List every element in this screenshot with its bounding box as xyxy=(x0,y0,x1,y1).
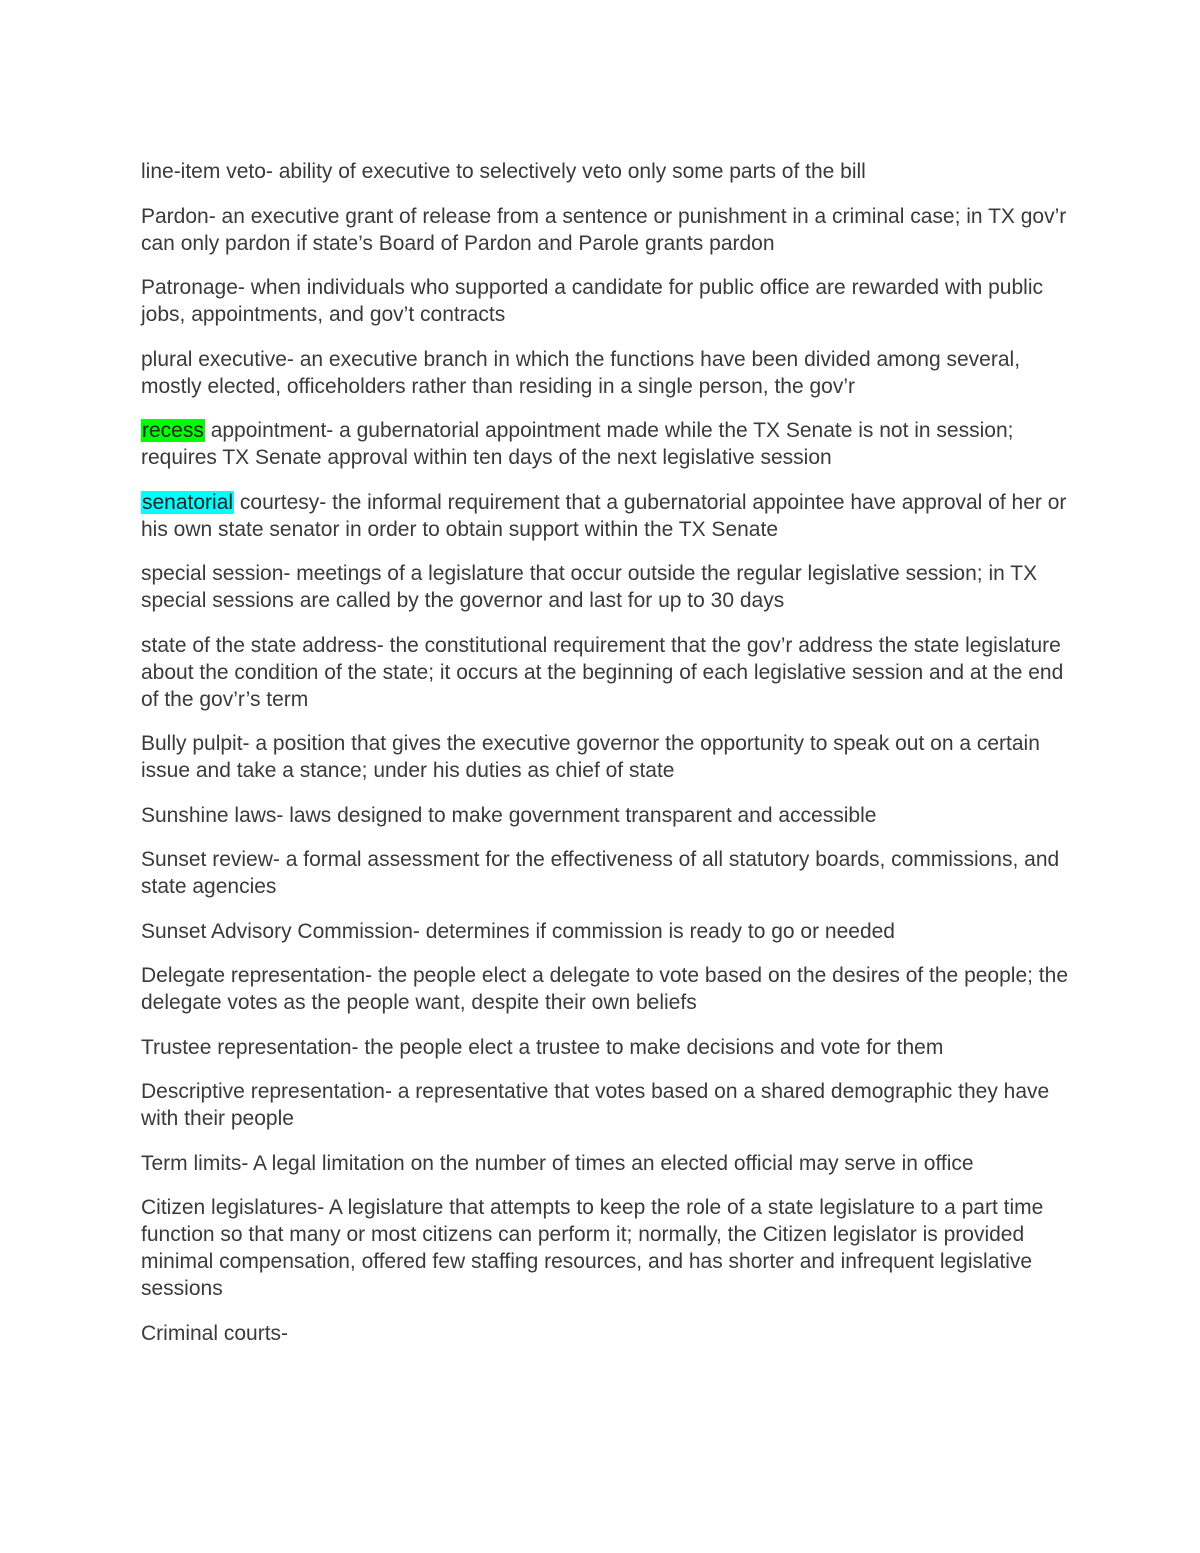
highlighted-term-senatorial: senatorial xyxy=(142,490,234,514)
entry-line-item-veto: line-item veto- ability of executive to selectively veto only some parts of the bill xyxy=(141,160,866,183)
entry-senatorial-courtesy xyxy=(141,489,1071,543)
entry-plural-executive: plural executive- an executive branch in which the functions have been divided among several, mostly elected, officeholders rather than residing in a single person, the gov’r xyxy=(141,347,1021,398)
entry-recess-appointment-definition: appointment- a gubernatorial appointment made while the TX Senate is not in session; requires TX Senate approval within ten days of the next legislative session xyxy=(141,419,1014,469)
entry-sunshine-laws: Sunshine laws- laws designed to make government transparent and accessible xyxy=(141,803,877,827)
entry-recess-appointment xyxy=(141,417,1071,471)
entry-pardon: Pardon- an executive grant of release from a sentence or punishment in a criminal case; in TX gov’r can only pardon if state’s Board of Pardon and Parole grants pardon xyxy=(141,204,1067,255)
highlighted-term-recess: recess xyxy=(142,419,204,442)
entry-bully-pulpit: Bully pulpit- a position that gives the executive governor the opportunity to speak out on a certain issue and take a stance; under his duties as chief of state xyxy=(141,732,1040,782)
entry-patronage: Patronage- when individuals who supported a candidate for public office are rewarded with public jobs, appointments, and gov’t contracts xyxy=(141,276,1043,326)
glossary-body xyxy=(141,158,1071,1364)
entry-citizen-legislatures: Citizen legislatures- A legislature that attempts to keep the role of a state legislature to a part time function so that many or most citizens can perform it; normally, the Citizen legislator is provided minimal compensation, offered few staffing resources, and has shorter and infrequent legislative sessions xyxy=(141,1196,1044,1300)
entry-descriptive-representation: Descriptive representation- a representative that votes based on a shared demographic they have with their people xyxy=(141,1080,1050,1130)
entry-senatorial-courtesy-definition: courtesy- the informal requirement that a gubernatorial appointee have approval of her or his own state senator in order to obtain support within the TX Senate xyxy=(141,490,1067,541)
entry-special-session: special session- meetings of a legislature that occur outside the regular legislative session; in TX special sessions are called by the governor and last for up to 30 days xyxy=(141,562,1038,612)
entry-term-limits: Term limits- A legal limitation on the number of times an elected official may serve in office xyxy=(141,1151,974,1175)
entry-trustee-representation: Trustee representation- the people elect a trustee to make decisions and vote for them xyxy=(141,1035,944,1059)
entry-criminal-courts: Criminal courts- xyxy=(141,1321,289,1345)
entry-sunset-review: Sunset review- a formal assessment for the effectiveness of all statutory boards, commissions, and state agencies xyxy=(141,848,1060,898)
entry-state-of-the-state-address: state of the state address- the constitutional requirement that the gov’r address the state legislature about the condition of the state; it occurs at the beginning of each legislative session and at the end of the gov’r’s term xyxy=(141,633,1064,711)
entry-delegate-representation: Delegate representation- the people elect a delegate to vote based on the desires of the people; the delegate votes as the people want, despite their own beliefs xyxy=(141,964,1068,1014)
entry-sunset-advisory-commission: Sunset Advisory Commission- determines if commission is ready to go or needed xyxy=(141,919,895,943)
